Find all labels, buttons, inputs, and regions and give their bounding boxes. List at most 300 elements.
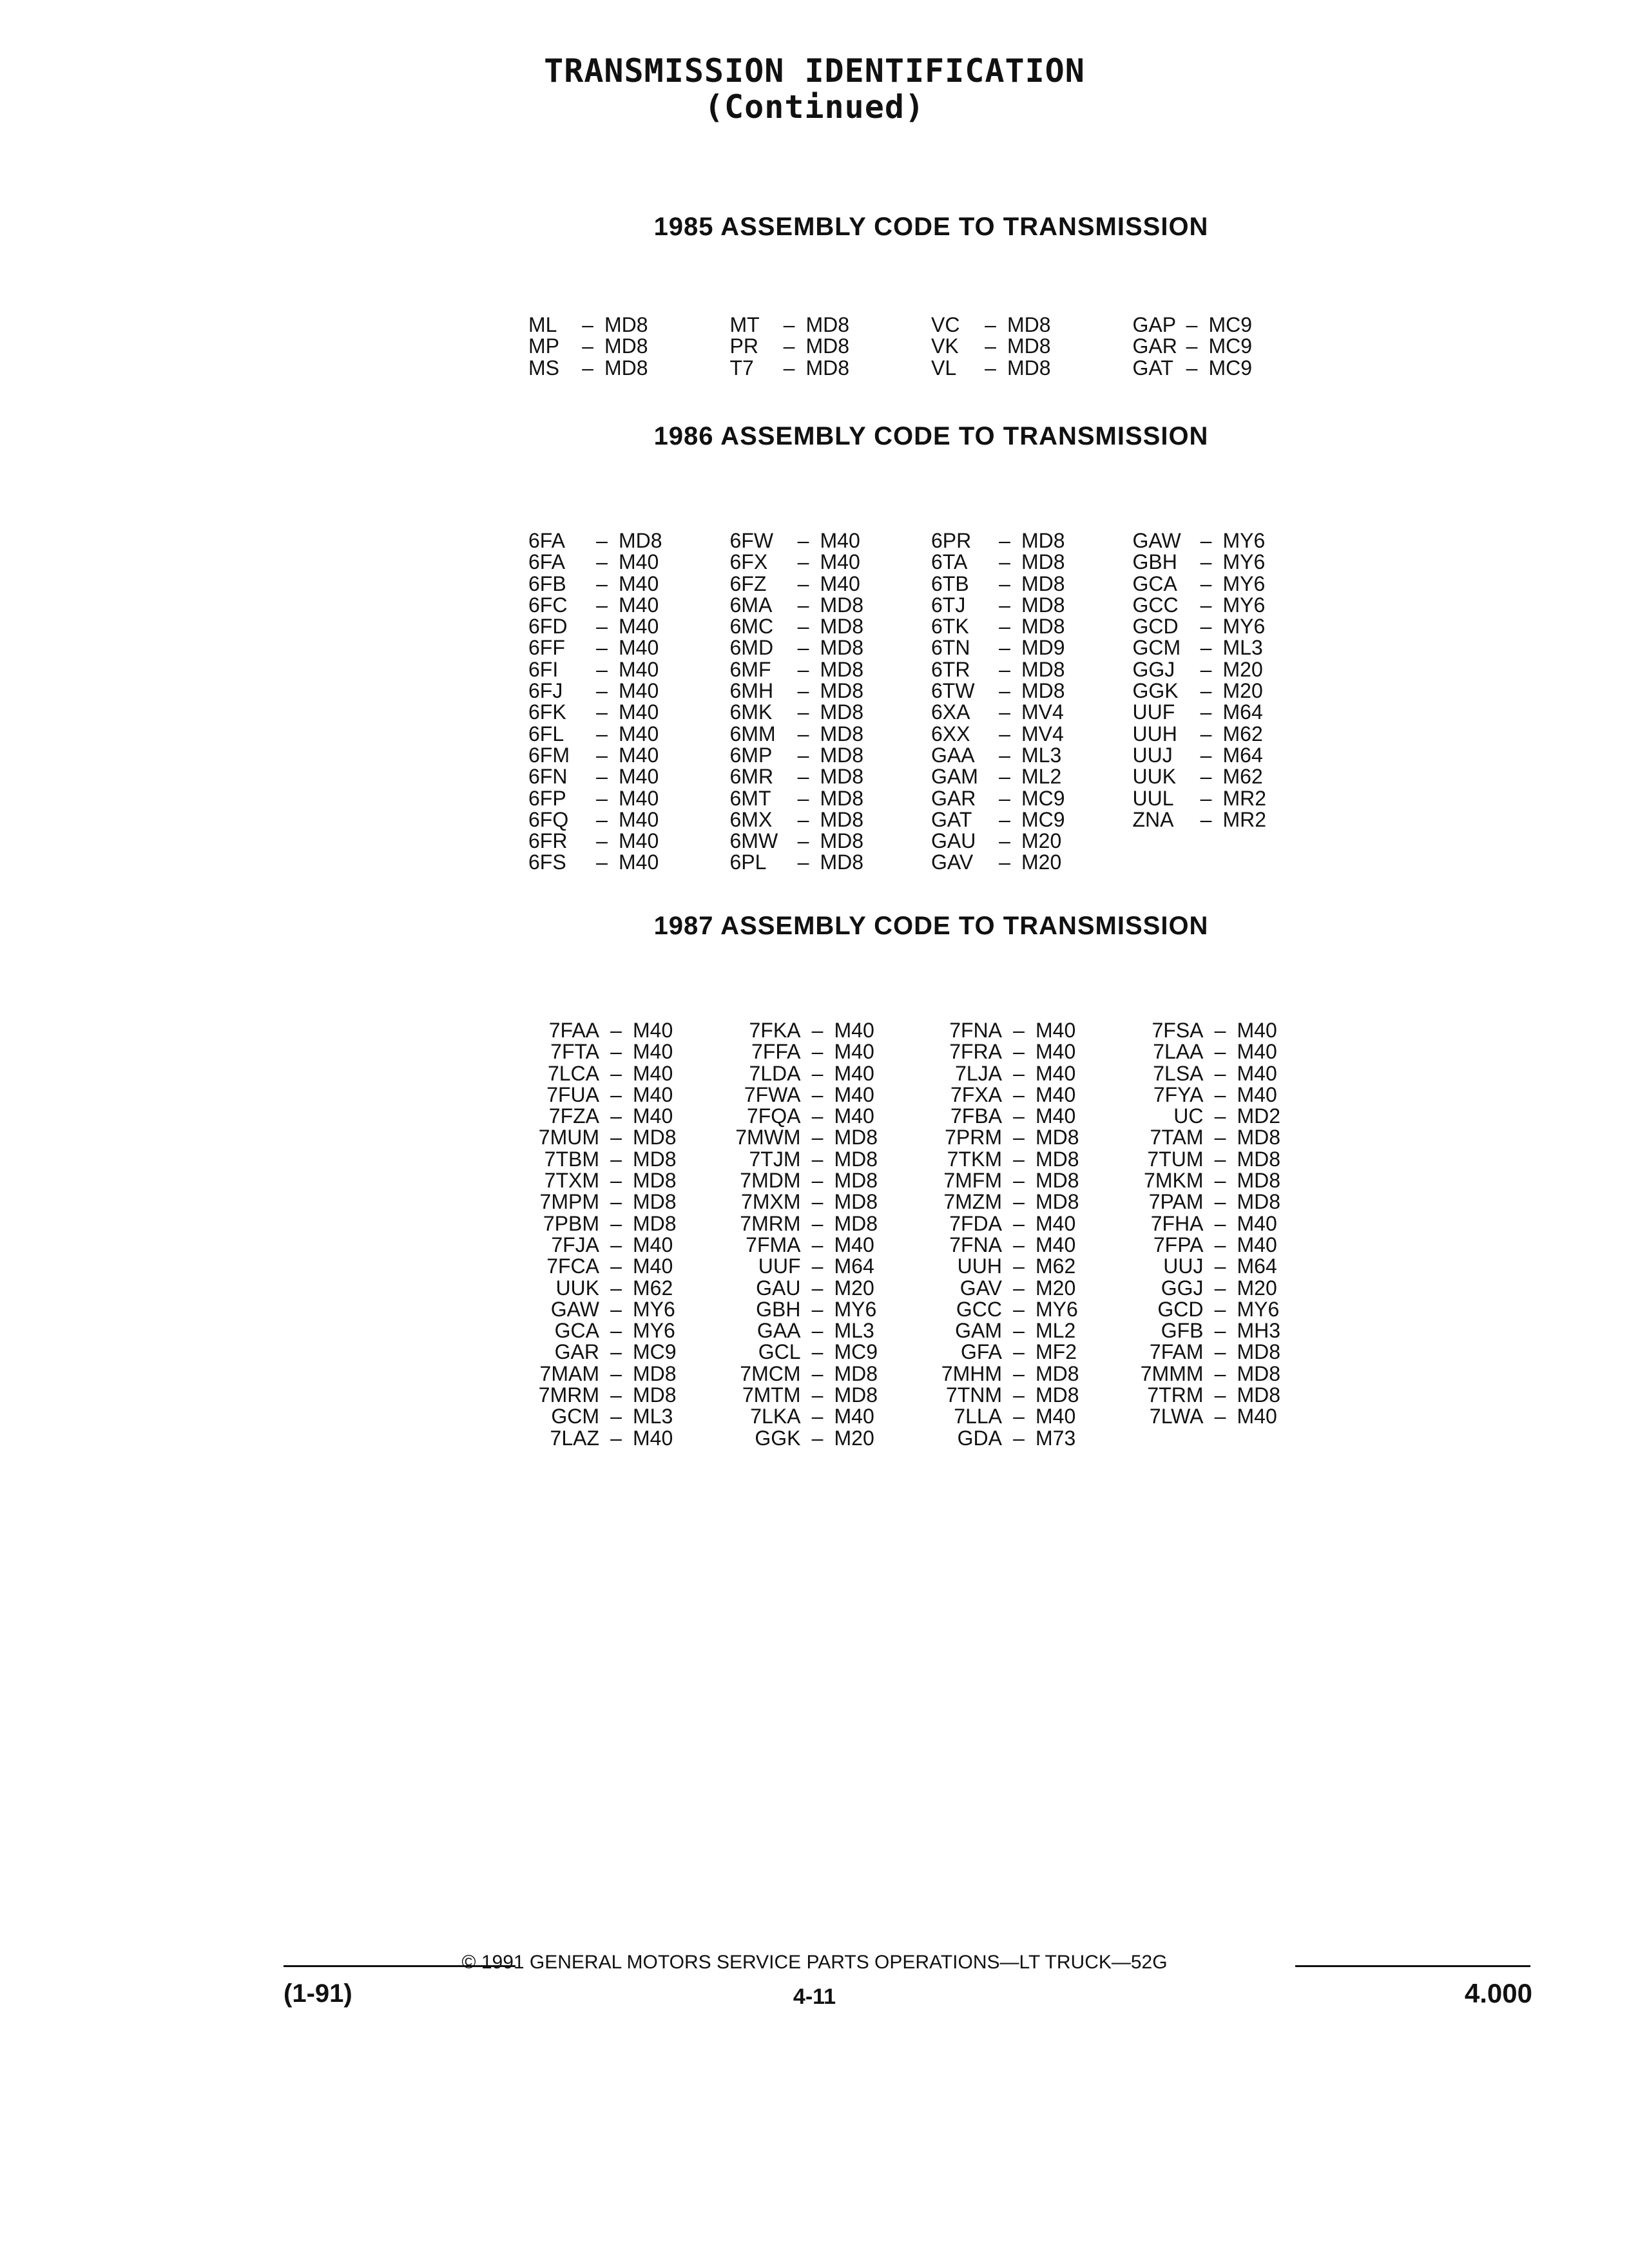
separator-dash: –: [610, 1040, 622, 1064]
assembly-code: 7FTA: [550, 1040, 599, 1064]
assembly-code: 7PAM: [1148, 1190, 1204, 1214]
code-column: [528, 530, 730, 874]
assembly-code: 7FPA: [1153, 1233, 1204, 1256]
transmission-code: MD8: [633, 1361, 677, 1385]
transmission-code: M40: [619, 786, 659, 810]
separator-dash: –: [1200, 765, 1212, 789]
transmission-code: MD8: [834, 1211, 878, 1235]
transmission-code: M73: [1036, 1426, 1076, 1450]
code-entry: [528, 831, 730, 852]
separator-dash: –: [610, 1383, 622, 1407]
assembly-code: 6FW: [729, 529, 774, 552]
separator-dash: –: [1013, 1254, 1025, 1278]
assembly-code: 7FNA: [949, 1233, 1002, 1256]
transmission-code: M40: [1237, 1405, 1277, 1428]
assembly-code: 6FN: [528, 765, 568, 789]
transmission-code: M40: [619, 550, 659, 574]
code-entry: [528, 702, 730, 723]
transmission-code: MD8: [604, 356, 648, 380]
code-entry: [931, 852, 1133, 873]
code-entry: [528, 616, 730, 637]
code-entry: [1133, 1278, 1335, 1299]
code-entry: [528, 595, 730, 616]
separator-dash: –: [1200, 572, 1212, 595]
transmission-code: MD8: [1036, 1147, 1079, 1171]
transmission-code: MD9: [1021, 636, 1065, 660]
transmission-code: MD8: [633, 1211, 677, 1235]
separator-dash: –: [596, 722, 608, 745]
assembly-code: GCA: [1132, 572, 1177, 595]
transmission-code: M20: [1036, 1276, 1076, 1300]
transmission-code: MY6: [1222, 593, 1266, 617]
assembly-code: 6FC: [528, 593, 568, 617]
separator-dash: –: [610, 1019, 622, 1042]
assembly-code: 7FKA: [749, 1019, 801, 1042]
separator-dash: –: [797, 593, 809, 617]
transmission-code: M40: [834, 1040, 874, 1064]
code-entry: [730, 1149, 932, 1170]
assembly-code: 7FNA: [949, 1019, 1002, 1042]
assembly-code: 6FX: [729, 550, 768, 574]
separator-dash: –: [1214, 1019, 1226, 1042]
transmission-code: MC9: [1208, 356, 1253, 380]
code-entry: [528, 530, 730, 552]
code-entry: [931, 1256, 1133, 1277]
separator-dash: –: [1214, 1147, 1226, 1171]
code-entry: [730, 358, 932, 379]
code-entry: [730, 702, 932, 723]
code-entry: [730, 831, 932, 852]
assembly-code: GBH: [1132, 550, 1177, 574]
code-entry: [1133, 1063, 1335, 1084]
separator-dash: –: [1013, 1383, 1025, 1407]
assembly-code: 6MH: [729, 679, 774, 703]
assembly-code: T7: [729, 356, 754, 380]
transmission-code: MC9: [1021, 807, 1065, 831]
code-entry: [730, 1428, 932, 1449]
separator-dash: –: [1200, 807, 1212, 831]
separator-dash: –: [610, 1276, 622, 1300]
transmission-code: M40: [834, 1019, 874, 1042]
assembly-code: 7MCM: [740, 1361, 801, 1385]
code-entry: [528, 1106, 730, 1127]
transmission-code: MY6: [834, 1297, 877, 1321]
separator-dash: –: [610, 1233, 622, 1256]
separator-dash: –: [610, 1126, 622, 1149]
assembly-code: 7TUM: [1147, 1147, 1204, 1171]
code-entry: [528, 1299, 730, 1320]
assembly-code: 7LAA: [1153, 1040, 1204, 1064]
code-entry: [931, 1299, 1133, 1320]
separator-dash: –: [610, 1147, 622, 1171]
code-column: [730, 530, 932, 874]
transmission-code: MD8: [834, 1169, 878, 1193]
transmission-code: M40: [633, 1082, 673, 1106]
assembly-code: GAR: [554, 1340, 599, 1364]
code-entry: [730, 1256, 932, 1277]
footer-date: (1-91): [284, 1979, 352, 2008]
assembly-code: 7TJM: [749, 1147, 801, 1171]
assembly-code: 7MUM: [538, 1126, 599, 1149]
separator-dash: –: [811, 1319, 824, 1343]
transmission-code: M40: [619, 679, 659, 703]
separator-dash: –: [999, 593, 1010, 617]
assembly-code: GAW: [550, 1297, 599, 1321]
code-entry: [730, 1385, 932, 1406]
code-entry: [730, 1041, 932, 1062]
transmission-code: MF2: [1036, 1340, 1077, 1364]
title-line-1: TRANSMISSION IDENTIFICATION: [544, 52, 1085, 90]
assembly-code: GCD: [1132, 615, 1179, 639]
separator-dash: –: [1214, 1211, 1226, 1235]
transmission-code: M40: [1237, 1040, 1277, 1064]
assembly-code: 7FBA: [950, 1104, 1002, 1128]
separator-dash: –: [999, 850, 1010, 874]
assembly-code: 6MK: [729, 700, 773, 724]
assembly-code: 7TNM: [945, 1383, 1002, 1407]
transmission-code: M20: [834, 1426, 874, 1450]
separator-dash: –: [610, 1361, 622, 1385]
transmission-code: MD8: [834, 1147, 878, 1171]
assembly-code: 7FUA: [546, 1082, 599, 1106]
code-entry: [528, 1278, 730, 1299]
transmission-code: M62: [1222, 765, 1263, 789]
code-entry: [931, 573, 1133, 595]
transmission-code: MD8: [805, 356, 850, 380]
code-entry: [730, 1106, 932, 1127]
transmission-code: M20: [1222, 657, 1263, 681]
transmission-code: MD8: [1036, 1169, 1079, 1193]
code-entry: [931, 680, 1133, 702]
assembly-code: 6FZ: [729, 572, 767, 595]
code-entry: [1133, 1235, 1335, 1256]
code-entry: [931, 724, 1133, 745]
separator-dash: –: [1200, 615, 1212, 639]
separator-dash: –: [610, 1169, 622, 1193]
separator-dash: –: [1214, 1082, 1226, 1106]
transmission-code: MD2: [1237, 1104, 1281, 1128]
transmission-code: M40: [619, 829, 659, 853]
transmission-code: MD8: [820, 807, 864, 831]
transmission-code: MY6: [1222, 529, 1266, 552]
separator-dash: –: [582, 313, 593, 336]
assembly-code: 7MMM: [1140, 1361, 1204, 1385]
code-entry: [730, 680, 932, 702]
code-entry: [730, 1278, 932, 1299]
separator-dash: –: [811, 1147, 824, 1171]
transmission-code: M40: [619, 700, 659, 724]
assembly-code: GCM: [551, 1405, 599, 1428]
separator-dash: –: [610, 1104, 622, 1128]
code-entry: [730, 766, 932, 787]
transmission-code: MC9: [1208, 313, 1253, 336]
assembly-code: 7TKM: [947, 1147, 1002, 1171]
code-entry: [1133, 788, 1335, 809]
assembly-code: 7PRM: [945, 1126, 1002, 1149]
separator-dash: –: [1214, 1383, 1226, 1407]
transmission-code: MD8: [1237, 1361, 1281, 1385]
code-columns: [528, 530, 1334, 874]
assembly-code: MP: [528, 334, 559, 358]
code-entry: [931, 552, 1133, 573]
code-entry: [730, 595, 932, 616]
separator-dash: –: [596, 615, 608, 639]
transmission-code: ML3: [1021, 743, 1062, 767]
code-entry: [1133, 637, 1335, 658]
code-entry: [528, 573, 730, 595]
separator-dash: –: [610, 1405, 622, 1428]
assembly-code: 6FA: [528, 529, 565, 552]
separator-dash: –: [1214, 1361, 1226, 1385]
separator-dash: –: [1013, 1019, 1025, 1042]
separator-dash: –: [1200, 636, 1212, 660]
transmission-code: M40: [619, 572, 659, 595]
transmission-code: M40: [1036, 1019, 1076, 1042]
transmission-code: M40: [834, 1061, 874, 1085]
assembly-code: GGK: [755, 1426, 801, 1450]
code-entry: [730, 1320, 932, 1341]
code-entry: [730, 1170, 932, 1191]
assembly-code: 7TXM: [544, 1169, 599, 1193]
code-entry: [528, 1341, 730, 1363]
assembly-code: 7FRA: [949, 1040, 1002, 1064]
page-title: [0, 53, 1629, 125]
separator-dash: –: [1013, 1082, 1025, 1106]
code-entry: [730, 1299, 932, 1320]
separator-dash: –: [1200, 722, 1212, 745]
transmission-code: MD8: [834, 1361, 878, 1385]
assembly-code: 7MTM: [742, 1383, 801, 1407]
code-entry: [1133, 616, 1335, 637]
assembly-code: 7MZM: [943, 1190, 1002, 1214]
separator-dash: –: [596, 807, 608, 831]
assembly-code: UUJ: [1163, 1254, 1204, 1278]
code-entry: [528, 1256, 730, 1277]
section-1985: [528, 211, 1334, 379]
transmission-code: M40: [1036, 1061, 1076, 1085]
transmission-code: MD8: [820, 679, 864, 703]
transmission-code: MD8: [1021, 657, 1065, 681]
transmission-code: M40: [619, 722, 659, 745]
assembly-code: 7PBM: [543, 1211, 599, 1235]
separator-dash: –: [811, 1169, 824, 1193]
separator-dash: –: [1186, 334, 1198, 358]
transmission-code: MD8: [1237, 1147, 1281, 1171]
transmission-code: MY6: [633, 1319, 675, 1343]
separator-dash: –: [1214, 1297, 1226, 1321]
assembly-code: 7FMA: [746, 1233, 801, 1256]
assembly-code: 7MAM: [539, 1361, 599, 1385]
code-entry: [730, 1020, 932, 1041]
assembly-code: GAV: [931, 850, 974, 874]
separator-dash: –: [811, 1126, 824, 1149]
code-entry: [1133, 1041, 1335, 1062]
separator-dash: –: [999, 529, 1010, 552]
code-entry: [528, 1406, 730, 1427]
code-entry: [931, 358, 1133, 379]
separator-dash: –: [797, 529, 809, 552]
transmission-code: MD8: [820, 850, 864, 874]
code-entry: [931, 745, 1133, 766]
transmission-code: M40: [834, 1082, 874, 1106]
assembly-code: 6MM: [729, 722, 776, 745]
code-column: [931, 314, 1133, 379]
separator-dash: –: [596, 679, 608, 703]
separator-dash: –: [811, 1190, 824, 1214]
assembly-code: VK: [931, 334, 959, 358]
transmission-code: MD8: [633, 1190, 677, 1214]
assembly-code: 6MD: [729, 636, 774, 660]
transmission-code: MD8: [633, 1147, 677, 1171]
assembly-code: 7MPM: [539, 1190, 599, 1214]
transmission-code: M62: [1036, 1254, 1076, 1278]
transmission-code: MD8: [1237, 1190, 1281, 1214]
transmission-code: MY6: [633, 1297, 675, 1321]
separator-dash: –: [811, 1361, 824, 1385]
assembly-code: 7FAA: [548, 1019, 599, 1042]
separator-dash: –: [999, 636, 1010, 660]
footer-page-number: 4-11: [793, 1984, 836, 2009]
code-entry: [1133, 680, 1335, 702]
code-entry: [528, 1363, 730, 1385]
transmission-code: M40: [1036, 1211, 1076, 1235]
code-entry: [730, 1084, 932, 1106]
separator-dash: –: [596, 743, 608, 767]
assembly-code: 7LSA: [1153, 1061, 1204, 1085]
separator-dash: –: [985, 313, 996, 336]
separator-dash: –: [797, 679, 809, 703]
transmission-code: MD8: [633, 1383, 677, 1407]
separator-dash: –: [797, 829, 809, 853]
separator-dash: –: [811, 1340, 824, 1364]
separator-dash: –: [811, 1383, 824, 1407]
transmission-code: MD8: [820, 615, 864, 639]
code-column: [730, 1020, 932, 1449]
assembly-code: 7TBM: [544, 1147, 599, 1171]
code-entry: [931, 336, 1133, 357]
separator-dash: –: [1214, 1340, 1226, 1364]
separator-dash: –: [999, 572, 1010, 595]
transmission-code: M62: [1222, 722, 1263, 745]
separator-dash: –: [1013, 1211, 1025, 1235]
assembly-code: 6FI: [528, 657, 559, 681]
code-entry: [1133, 358, 1335, 379]
transmission-code: MC9: [633, 1340, 677, 1364]
transmission-code: MR2: [1222, 807, 1267, 831]
code-entry: [528, 745, 730, 766]
separator-dash: –: [999, 657, 1010, 681]
separator-dash: –: [811, 1061, 824, 1085]
assembly-code: 7LWA: [1149, 1405, 1204, 1428]
code-entry: [1133, 314, 1335, 336]
transmission-code: MD8: [1021, 529, 1065, 552]
section-heading: 1987 ASSEMBLY CODE TO TRANSMISSION: [653, 912, 1209, 940]
code-entry: [528, 809, 730, 831]
code-entry: [1133, 573, 1335, 595]
code-entry: [730, 1063, 932, 1084]
transmission-code: M40: [633, 1254, 673, 1278]
assembly-code: 6PL: [729, 850, 767, 874]
separator-dash: –: [811, 1211, 824, 1235]
footer-section-number: 4.000: [1464, 1978, 1532, 2008]
code-entry: [931, 595, 1133, 616]
separator-dash: –: [797, 722, 809, 745]
transmission-code: M40: [1036, 1405, 1076, 1428]
code-entry: [931, 1341, 1133, 1363]
assembly-code: UUH: [1132, 722, 1177, 745]
transmission-code: MD8: [820, 657, 864, 681]
transmission-code: MD8: [1237, 1126, 1281, 1149]
code-entry: [730, 530, 932, 552]
code-column: [1133, 530, 1335, 874]
assembly-code: 6MT: [729, 786, 771, 810]
separator-dash: –: [797, 615, 809, 639]
section-heading: 1985 ASSEMBLY CODE TO TRANSMISSION: [653, 213, 1209, 241]
separator-dash: –: [811, 1233, 824, 1256]
separator-dash: –: [610, 1297, 622, 1321]
separator-dash: –: [797, 550, 809, 574]
assembly-code: GAM: [931, 765, 978, 789]
code-entry: [528, 724, 730, 745]
separator-dash: –: [999, 743, 1010, 767]
section-heading: 1986 ASSEMBLY CODE TO TRANSMISSION: [653, 422, 1209, 450]
code-entry: [730, 1406, 932, 1427]
transmission-code: MC9: [834, 1340, 878, 1364]
code-column: [528, 1020, 730, 1449]
code-entry: [528, 552, 730, 573]
separator-dash: –: [985, 334, 996, 358]
separator-dash: –: [610, 1340, 622, 1364]
code-entry: [528, 1235, 730, 1256]
transmission-code: MR2: [1222, 786, 1267, 810]
assembly-code: GAM: [955, 1319, 1002, 1343]
separator-dash: –: [1214, 1169, 1226, 1193]
transmission-code: M40: [619, 636, 659, 660]
separator-dash: –: [1186, 356, 1198, 380]
separator-dash: –: [596, 572, 608, 595]
transmission-code: MD8: [834, 1190, 878, 1214]
transmission-code: MD8: [1036, 1361, 1079, 1385]
transmission-code: ML3: [633, 1405, 673, 1428]
code-entry: [528, 1191, 730, 1213]
code-entry: [730, 336, 932, 357]
transmission-code: MD8: [820, 786, 864, 810]
assembly-code: 7MHM: [941, 1361, 1002, 1385]
separator-dash: –: [985, 356, 996, 380]
code-column: [528, 314, 730, 379]
separator-dash: –: [1013, 1190, 1025, 1214]
code-entry: [730, 788, 932, 809]
separator-dash: –: [797, 786, 809, 810]
transmission-code: MY6: [1237, 1297, 1280, 1321]
code-entry: [931, 1191, 1133, 1213]
assembly-code: 7FSA: [1152, 1019, 1204, 1042]
assembly-code: 7FCA: [546, 1254, 599, 1278]
code-entry: [730, 809, 932, 831]
assembly-code: 6MR: [729, 765, 774, 789]
transmission-code: M20: [1222, 679, 1263, 703]
code-entry: [730, 552, 932, 573]
separator-dash: –: [1214, 1040, 1226, 1064]
separator-dash: –: [999, 765, 1010, 789]
separator-dash: –: [1013, 1340, 1025, 1364]
assembly-code: MT: [729, 313, 760, 336]
assembly-code: 6FB: [528, 572, 566, 595]
code-entry: [931, 637, 1133, 658]
transmission-code: MC9: [1208, 334, 1253, 358]
separator-dash: –: [1013, 1319, 1025, 1343]
code-entry: [931, 1020, 1133, 1041]
